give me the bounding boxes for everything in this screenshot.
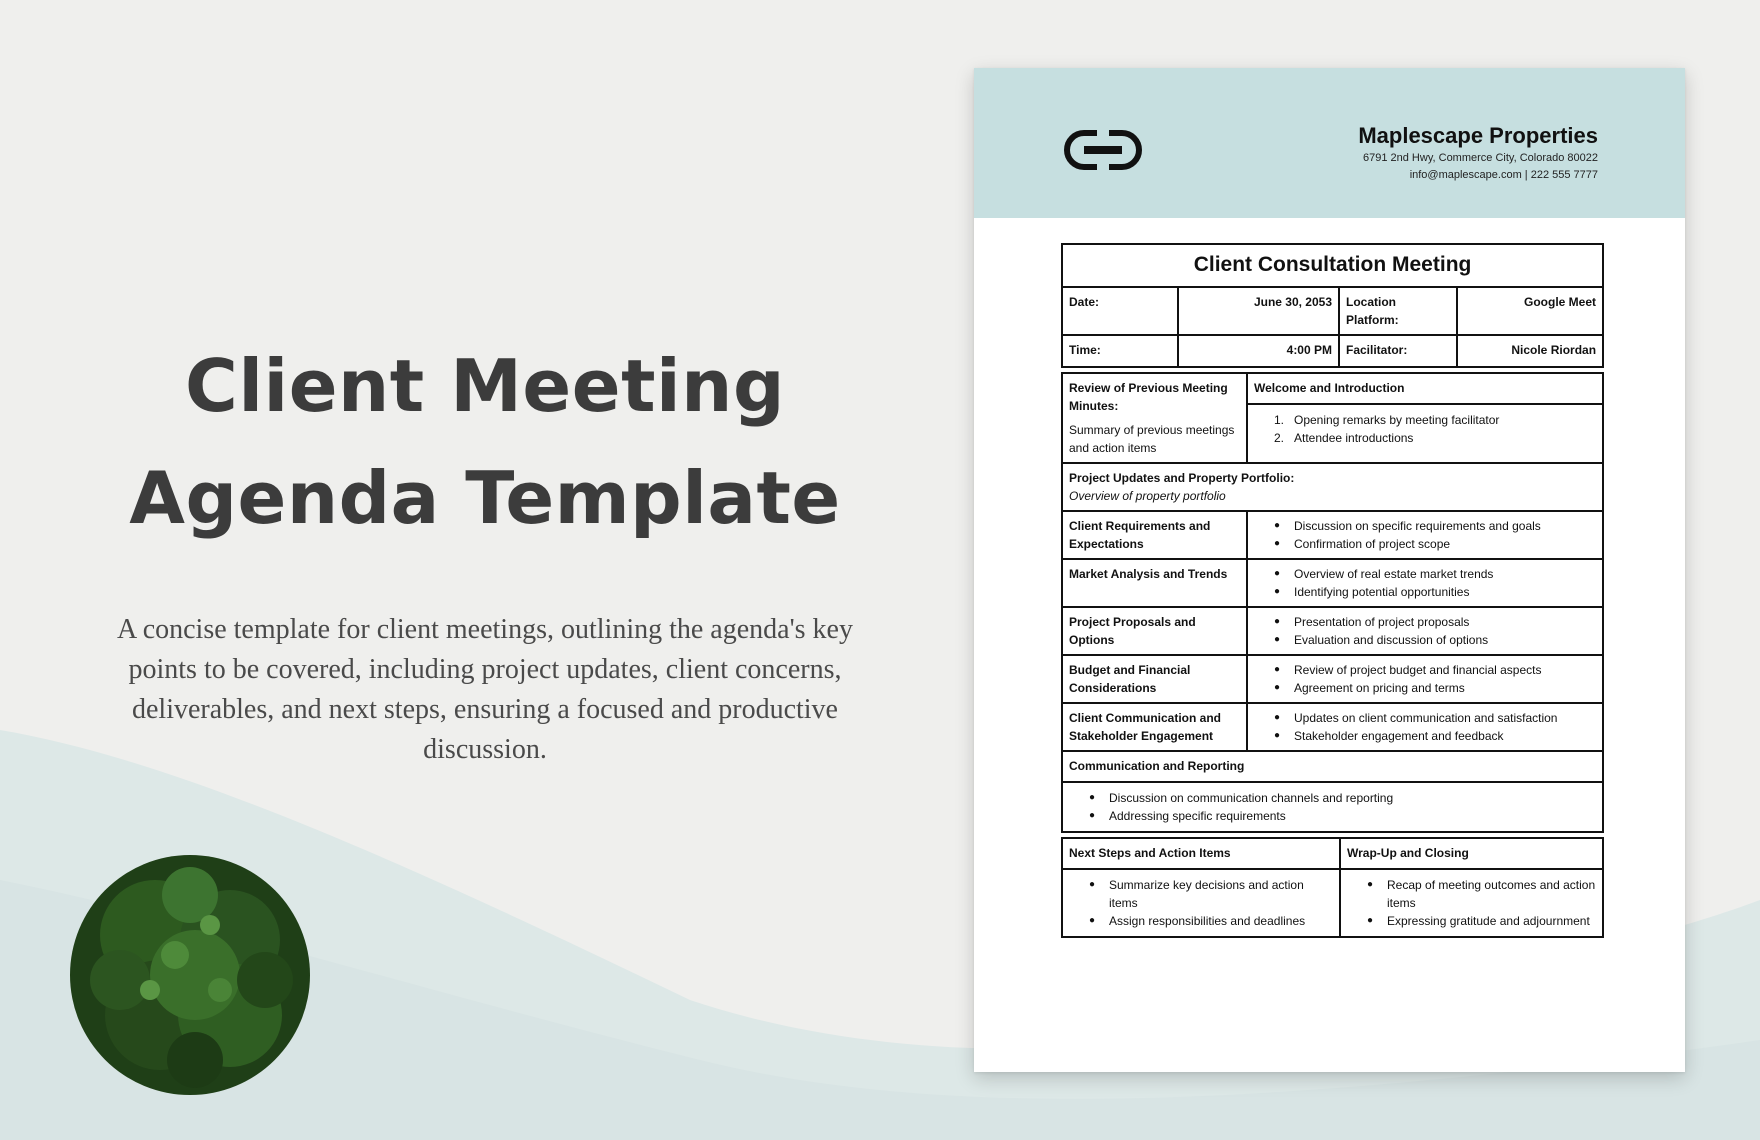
- communication-heading: Communication and Reporting: [1062, 751, 1603, 782]
- section-heading: Project Proposals and Options: [1062, 607, 1247, 655]
- list-item: ● Updates on client communication and satisfaction: [1274, 709, 1596, 727]
- welcome-list-cell: [1247, 404, 1603, 463]
- portfolio-heading: Project Updates and Property Portfolio:: [1069, 471, 1295, 485]
- details-table: [1061, 243, 1604, 368]
- promo-title-line2: Agenda Template: [129, 456, 841, 540]
- portfolio-cell: [1062, 463, 1603, 511]
- list-item: 2. Attendee introductions: [1274, 431, 1414, 445]
- company-name: Maplescape Properties: [1358, 123, 1598, 148]
- facilitator-value: Nicole Riordan: [1457, 335, 1603, 367]
- list-item: ● Discussion on specific requirements and goals: [1274, 517, 1596, 535]
- section-list-cell: [1247, 559, 1603, 607]
- company-info: [1358, 122, 1598, 184]
- time-label: Time:: [1062, 335, 1178, 367]
- promo-title: [100, 330, 870, 554]
- agenda-table: [1061, 243, 1602, 938]
- list-item: ● Overview of real estate market trends: [1274, 565, 1596, 583]
- wrap-up-list-cell: [1340, 869, 1603, 937]
- review-cell: [1062, 373, 1247, 463]
- list-item: ● Review of project budget and financial aspects: [1274, 661, 1596, 679]
- list-item: ● Addressing specific requirements: [1089, 807, 1596, 825]
- list-item: ● Recap of meeting outcomes and action items: [1367, 876, 1596, 912]
- welcome-heading: Welcome and Introduction: [1247, 373, 1603, 404]
- section-list-cell: [1247, 655, 1603, 703]
- time-value: 4:00 PM: [1178, 335, 1339, 367]
- list-item: ● Agreement on pricing and terms: [1274, 679, 1596, 697]
- list-item: ● Evaluation and discussion of options: [1274, 631, 1596, 649]
- topics-table: [1061, 372, 1604, 833]
- company-contact: info@maplescape.com | 222 555 7777: [1409, 169, 1598, 181]
- section-heading: Client Requirements and Expectations: [1062, 511, 1247, 559]
- review-heading: Review of Previous Meeting Minutes:: [1069, 381, 1228, 413]
- list-item: ● Discussion on communication channels and reporting: [1089, 789, 1596, 807]
- agenda-title: Client Consultation Meeting: [1062, 244, 1603, 287]
- section-list-cell: [1247, 703, 1603, 751]
- promo-panel: [100, 330, 870, 770]
- communication-list-cell: [1062, 782, 1603, 832]
- portfolio-text: Overview of property portfolio: [1069, 489, 1226, 503]
- list-item: ● Summarize key decisions and action items: [1089, 876, 1333, 912]
- list-item: ● Presentation of project proposals: [1274, 613, 1596, 631]
- review-text: Summary of previous meetings and action items: [1069, 423, 1235, 455]
- list-item: ● Stakeholder engagement and feedback: [1274, 727, 1596, 745]
- agenda-document: [974, 68, 1685, 1072]
- promo-title-line1: Client Meeting: [185, 344, 785, 428]
- date-label: Date:: [1062, 287, 1178, 335]
- section-list-cell: [1247, 511, 1603, 559]
- list-item: ● Expressing gratitude and adjournment: [1367, 912, 1596, 930]
- list-item: 1. Opening remarks by meeting facilitator: [1274, 413, 1500, 427]
- promo-description: A concise template for client meetings, outlining the agenda's key points to be covered, including project updates, client concerns, deliverables, and next steps, ensuring a focused and productive discussion.: [117, 614, 853, 765]
- closing-table: [1061, 837, 1604, 938]
- list-item: ● Confirmation of project scope: [1274, 535, 1596, 553]
- date-value: June 30, 2053: [1178, 287, 1339, 335]
- section-heading: Budget and Financial Considerations: [1062, 655, 1247, 703]
- section-list-cell: [1247, 607, 1603, 655]
- document-header: [974, 68, 1685, 218]
- list-item: ● Assign responsibilities and deadlines: [1089, 912, 1333, 930]
- section-heading: Client Communication and Stakeholder Engagement: [1062, 703, 1247, 751]
- welcome-list: [1254, 411, 1596, 447]
- section-heading: Market Analysis and Trends: [1062, 559, 1247, 607]
- location-value: Google Meet: [1457, 287, 1603, 335]
- list-item: ● Identifying potential opportunities: [1274, 583, 1596, 601]
- link-chain-icon: [1064, 130, 1142, 170]
- company-address: 6791 2nd Hwy, Commerce City, Colorado 80022: [1363, 152, 1598, 164]
- potted-plant-image: [60, 840, 330, 1110]
- location-label: Location Platform:: [1339, 287, 1457, 335]
- next-steps-heading: Next Steps and Action Items: [1062, 838, 1340, 869]
- facilitator-label: Facilitator:: [1339, 335, 1457, 367]
- wrap-up-heading: Wrap-Up and Closing: [1340, 838, 1603, 869]
- next-steps-list-cell: [1062, 869, 1340, 937]
